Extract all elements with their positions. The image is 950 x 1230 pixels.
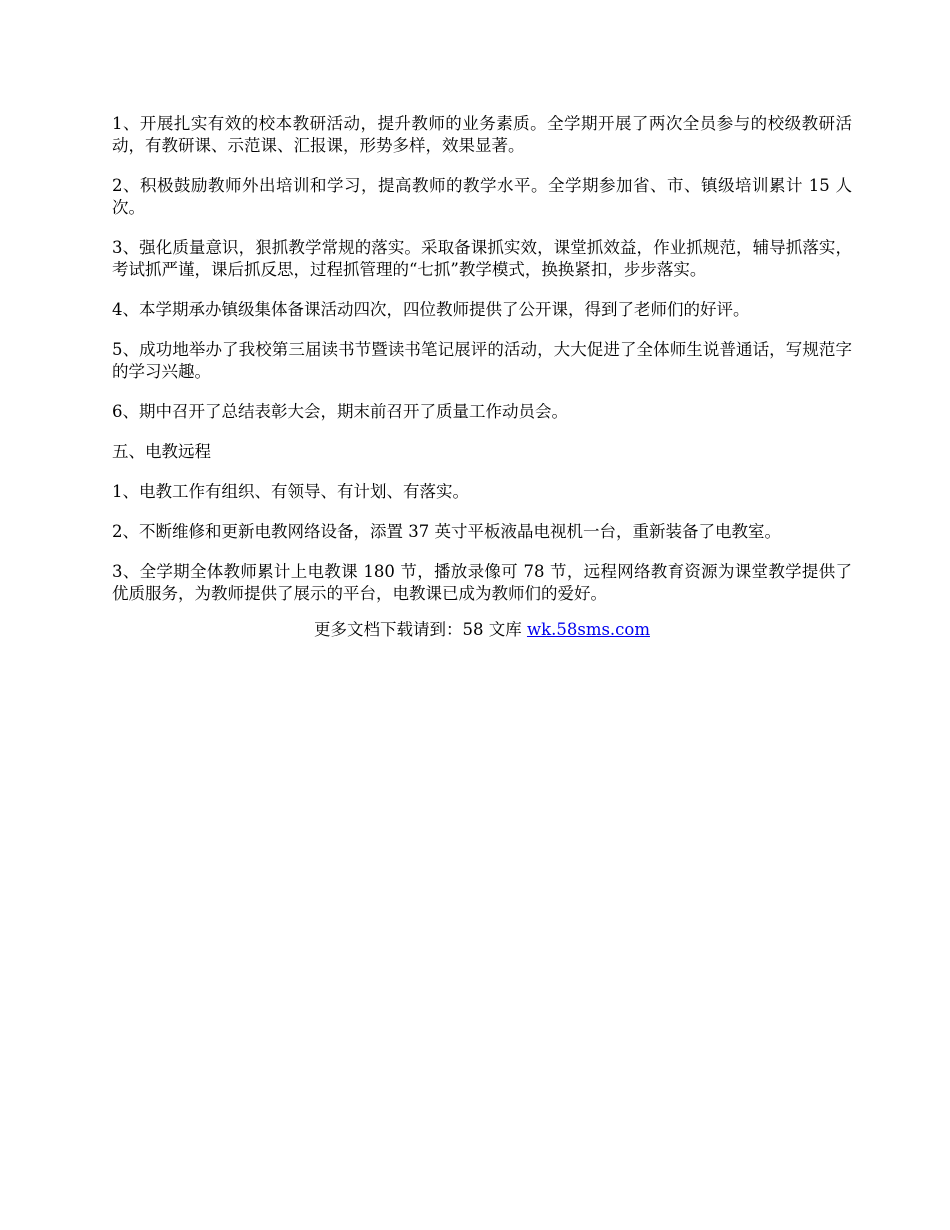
footer-prefix-text: 更多文档下载请到：58 文库 (313, 620, 527, 639)
footer-link[interactable]: wk.58sms.com (526, 620, 650, 639)
paragraph-teacher-training: 2、积极鼓励教师外出培训和学习，提高教师的教学水平。全学期参加省、市、镇级培训累计 15 人次。 (112, 176, 852, 217)
paragraph-equipment-update: 2、不断维修和更新电教网络设备，添置 37 英寸平板液晶电视机一台，重新装备了电教室。 (112, 522, 781, 541)
paragraph-edu-classes: 3、全学期全体教师累计上电教课 180 节，播放录像可 78 节，远程网络教育资源为课堂教学提供了优质服务，为教师提供了展示的平台，电教课已成为教师们的爱好。 (112, 562, 852, 603)
paragraph-lesson-preparation: 4、本学期承办镇级集体备课活动四次，四位教师提供了公开课，得到了老师们的好评。 (112, 300, 750, 319)
section-heading-remote-education: 五、电教远程 (112, 442, 211, 461)
paragraph-school-research: 1、开展扎实有效的校本教研活动，提升教师的业务素质。全学期开展了两次全员参与的校级教研活动，有教研课、示范课、汇报课，形势多样，效果显著。 (112, 114, 852, 155)
paragraph-meetings: 6、期中召开了总结表彰大会，期末前召开了质量工作动员会。 (112, 402, 568, 421)
paragraph-reading-festival: 5、成功地举办了我校第三届读书节暨读书笔记展评的活动，大大促进了全体师生说普通话，写规范字的学习兴趣。 (112, 340, 852, 381)
paragraph-edu-organization: 1、电教工作有组织、有领导、有计划、有落实。 (112, 482, 469, 501)
paragraph-quality-awareness: 3、强化质量意识，狠抓教学常规的落实。采取备课抓实效，课堂抓效益，作业抓规范，辅导抓落实，考试抓严谨，课后抓反思，过程抓管理的“七抓”教学模式，换换紧扣，步步落实。 (112, 238, 852, 279)
download-footer (112, 619, 852, 641)
document-page (112, 113, 852, 641)
